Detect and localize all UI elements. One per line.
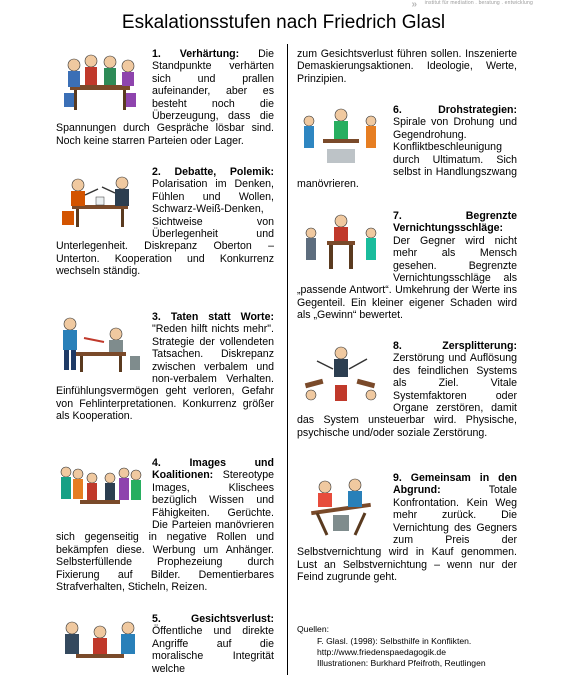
source-line: F. Glasl. (1998): Selbsthilfe in Konflikten. [317,636,472,646]
stage-5 [56,613,274,675]
stage-9-heading: 9. Gemeinsam in den Abgrund: [393,472,517,497]
stage-6-heading: 6. Drohstrategien: [393,104,517,116]
stage-5-heading: 5. Gesichtsverlust: [152,613,274,625]
stage-6-body: Spirale von Drohung und Gegendrohung. Konfliktbeschleunigung durch Ultimatum. Sich selbst in Handlungszwang manövrieren. [297,116,517,191]
stage-4-body: Stereotype Images, Klischees bezüglich Wissen und Fähigkeiten. Gerüchte. Die Parteien manövrieren sich gegenseitig in negative Rollen und bekämpfen diese. Werbung um Anhänger. Selbsterfüllende Prophezeiung durch Fixierung auf Bilder. Dementierbares Strafverhalten, Sticheln, Reizen. [56,469,274,594]
stage-4 [56,457,274,613]
stage-5-continuation: zum Gesichtsverlust führen sollen. Inszenierte Demaskierungsaktionen. Ideologie, Werte, Prinzipien. [297,48,517,85]
sources [297,624,517,669]
stage-1-heading: 1. Verhärtung: [152,48,240,60]
stage-2-heading: 2. Debatte, Polemik: [152,166,274,178]
logo-mark-icon: » [411,0,417,10]
stage-3 [56,311,274,457]
left-column [56,48,274,682]
illustration-debate-icon [56,167,144,233]
column-divider [287,44,288,675]
illustration-actions-icon [56,312,144,378]
page-title: Eskalationsstufen nach Friedrich Glasl [121,12,446,33]
stage-6 [297,104,517,210]
stage-8 [297,340,517,472]
stage-8-body: Zerstörung und Auflösung des feindlichen Systems als Ziel. Vitale Systemfaktoren oder Organe zerstören, damit das System unsteuerbar wird. Physische, psychische und/oder soziale Zerstörung. [297,352,517,439]
stage-1-body: Die Standpunkte verhärten sich und prallen aufeinander, aber es besteht noch die Überzeugung, dass die Spannungen durch Gespräche lösbar sind. Noch keine starren Parteien oder Lager. [56,48,274,147]
sources-label: Quellen: [297,624,330,634]
stage-7-heading: 7. Begrenzte Vernichtungsschläge: [393,210,517,235]
source-line: Illustrationen: Burkhard Pfeifroth, Reutlingen [317,658,486,668]
stage-5-body: Öffentliche und direkte Angriffe auf die moralische Integrität welche [152,625,274,675]
header-bar [0,0,567,8]
brand-tagline: institut für mediation . beratung . entwicklung [424,0,533,6]
illustration-loss-of-face-icon [56,614,144,680]
stage-7 [297,210,517,340]
stage-2-body: Polarisation im Denken, Fühlen und Wollen, Schwarz-Weiß-Denken, Sichtweise von Überlegenheit und Unterlegenheit. Diskrepanz Oberton – Unterton. Kooperation und Konkurrenz wechseln ständig. [56,178,274,278]
stage-1 [56,48,274,166]
illustration-fragmentation-icon [297,341,385,407]
stage-3-body: "Reden hilft nichts mehr". Strategie der vollendeten Tatsachen. Diskrepanz zwischen verbalem und non-verbalem Verhalten. Einfühlungsvermögen geht verloren, Gefahr von Fehlinterpretationen. Konkurrenz größer als Kooperation. [56,323,274,423]
stage-8-heading: 8. Zersplitterung: [393,340,517,352]
illustration-strikes-icon [297,211,385,277]
illustration-threats-icon [297,105,385,171]
illustration-coalitions-icon [56,458,144,524]
illustration-abyss-icon [297,473,385,539]
right-column [297,48,517,669]
stage-9 [297,472,517,614]
source-line[interactable]: http://www.friedenspaedagogik.de [317,647,446,657]
stage-9-body: Totale Konfrontation. Kein Weg mehr zurück. Die Vernichtung des Gegners zum Preis der Selbstvernichtung wird in Kauf genommen. Lust an Selbstvernichtung – wenn nur der Feind zugrunde geht. [297,484,517,584]
illustration-people-at-table-icon [56,49,144,115]
stage-4-heading: 4. Images und Koalitionen: [152,457,274,482]
stage-3-heading: 3. Taten statt Worte: [152,311,274,323]
stage-7-body: Der Gegner wird nicht mehr als Mensch gesehen. Begrenzte Vernichtungsschläge als „passende Antwort“. Umkehrung der Werte ins Gegenteil. Ein kleiner eigener Schaden wird als „Gewinn“ bewertet. [297,234,517,322]
stage-2 [56,166,274,311]
